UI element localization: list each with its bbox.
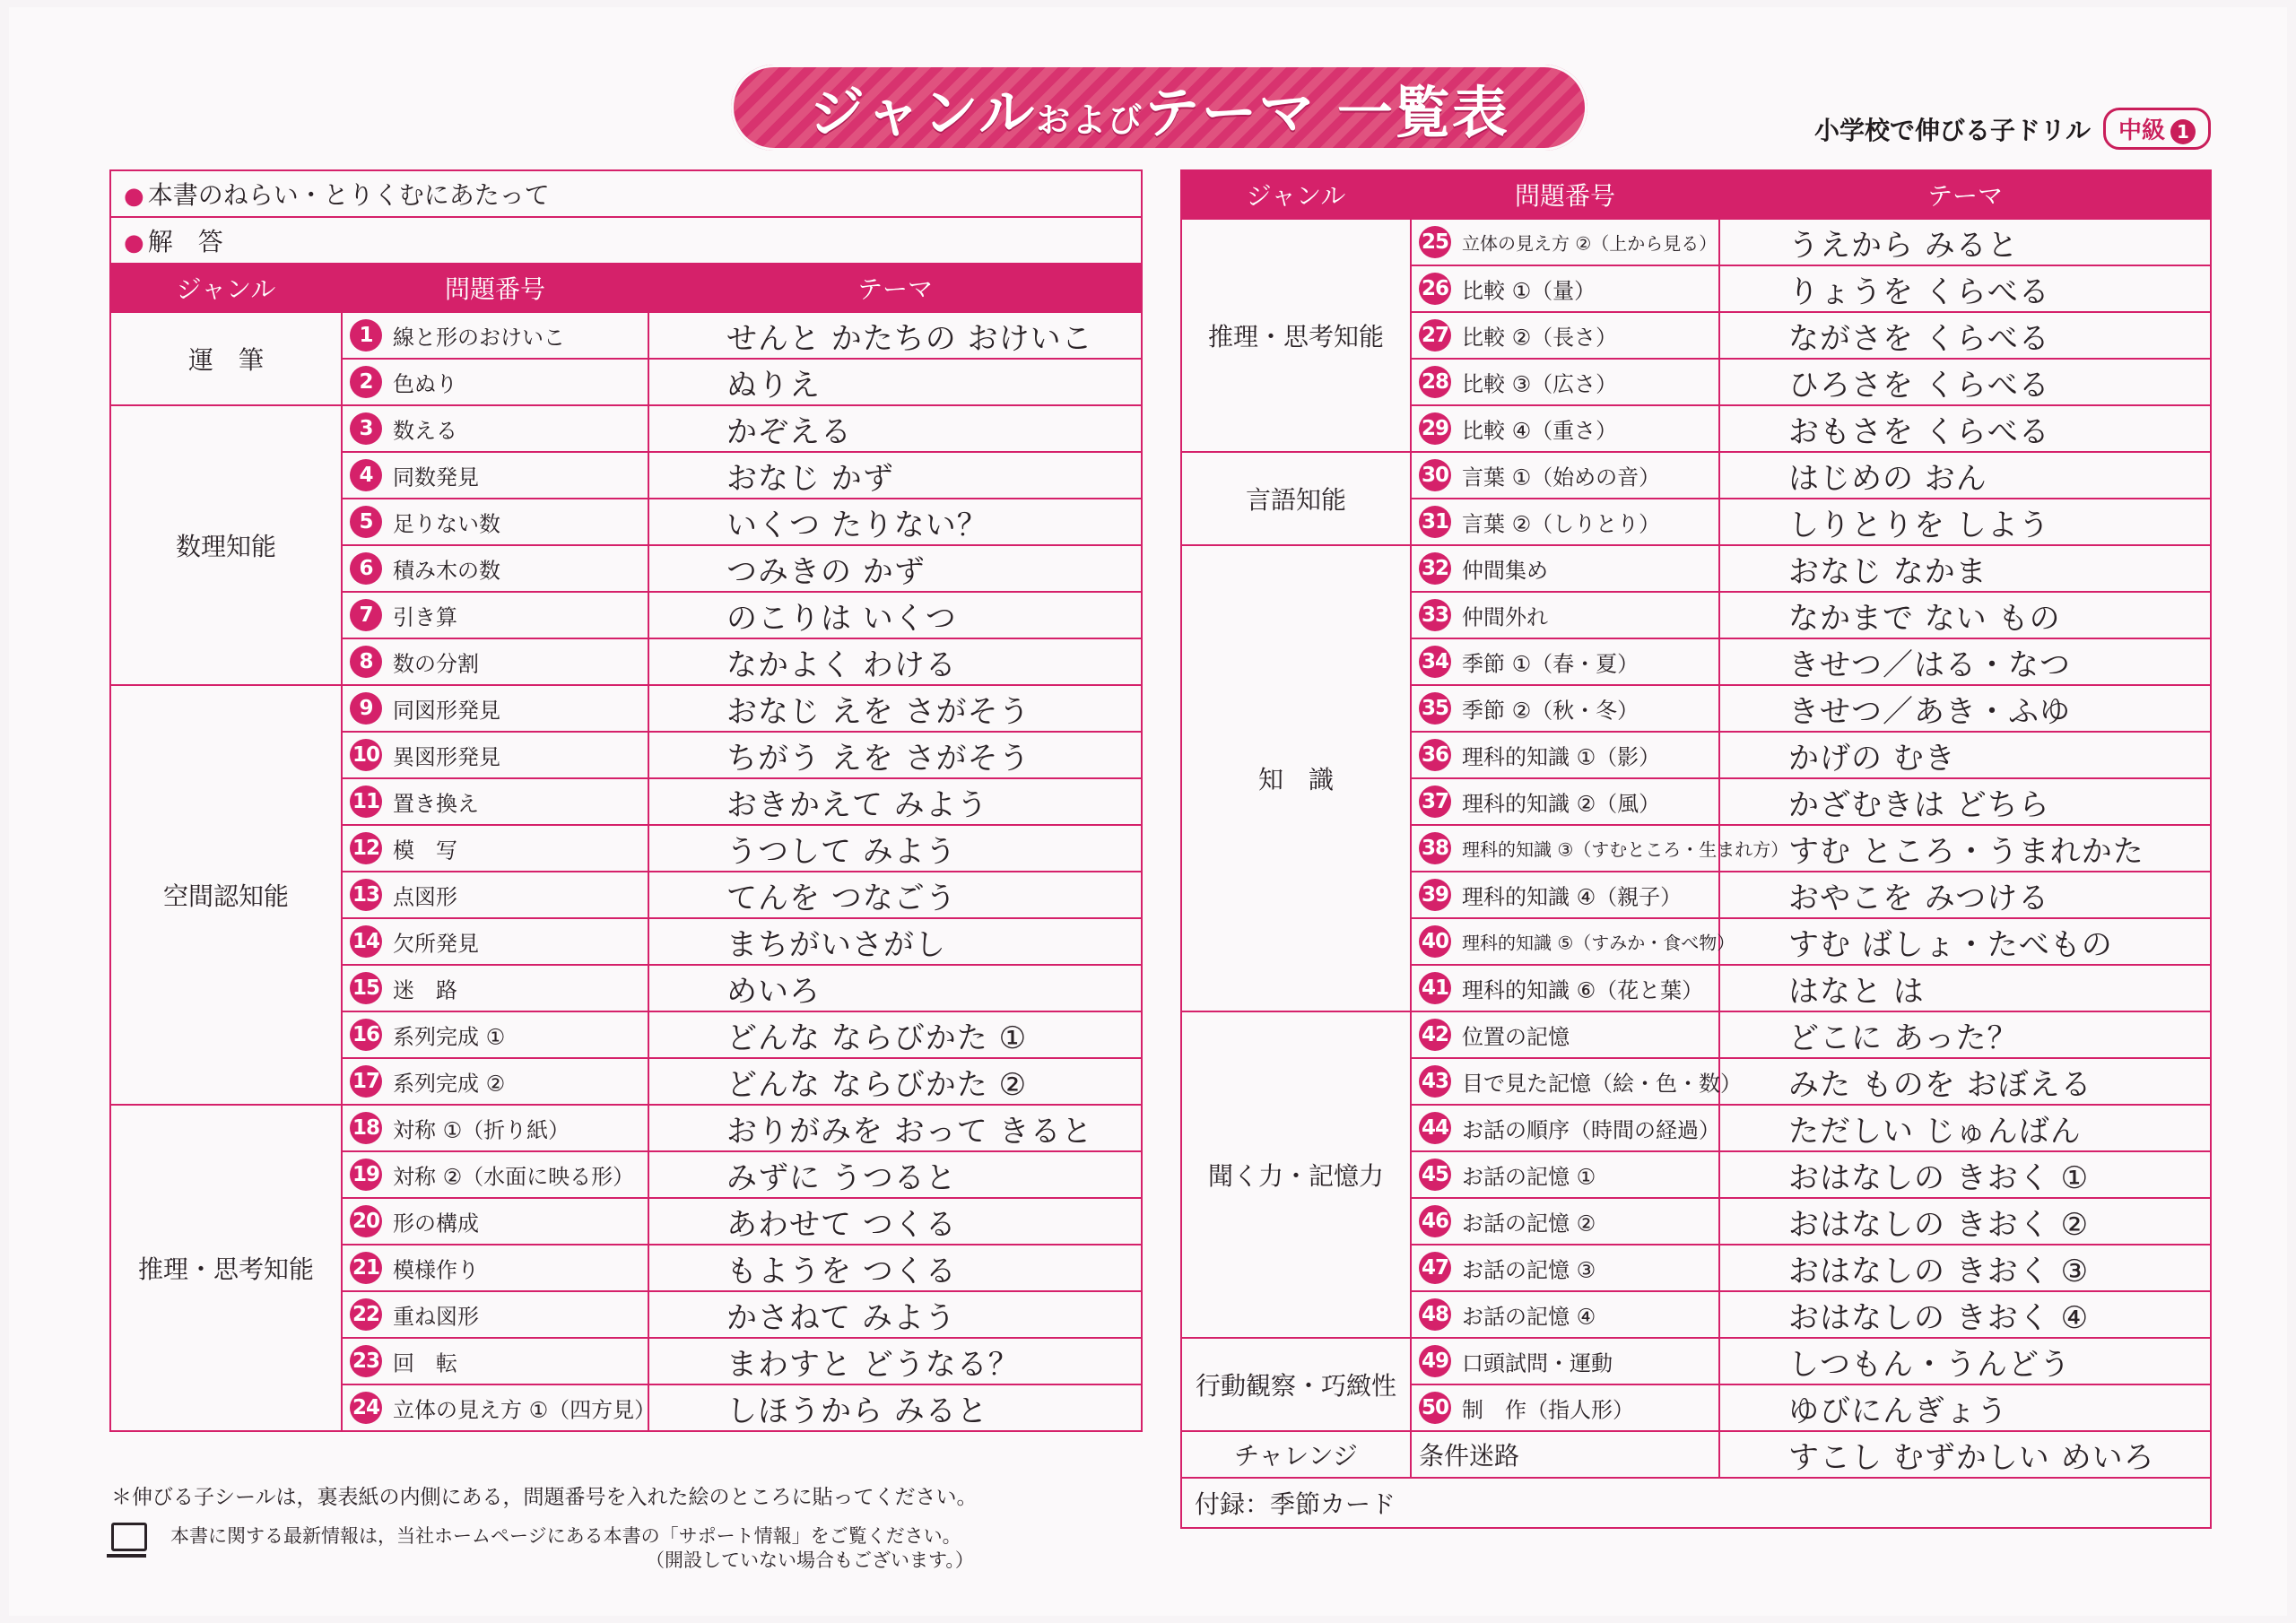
problem-label: 模 写 (393, 838, 457, 864)
problem-label: 対称 ①（折り紙） (393, 1117, 570, 1143)
problem-label: 線と形のおけいこ (393, 325, 565, 351)
problem-label: 口頭試問・運動 (1462, 1350, 1613, 1376)
number-badge: 18 (350, 1112, 382, 1144)
problem-number-cell (342, 1384, 657, 1431)
theme-cell: うつして みよう (648, 825, 1142, 872)
problem-number-cell (1411, 452, 1719, 499)
problem-label: 制 作（指人形） (1462, 1397, 1634, 1423)
number-badge: 44 (1419, 1112, 1451, 1144)
info-row-aims[interactable]: ● 本書のねらい・とりくむにあたって (110, 170, 1142, 217)
info-aims-text: 本書のねらい・とりくむにあたって (147, 180, 550, 210)
problem-label: 欠所発見 (393, 931, 479, 957)
problem-label: 立体の見え方 ①（四方見） (393, 1397, 657, 1423)
number-badge: 27 (1419, 319, 1451, 352)
title-banner (731, 65, 1587, 151)
genre-cell: 言語知能 (1181, 452, 1411, 545)
problem-label: 理科的知識 ③（すむところ・生まれ方） (1462, 838, 1789, 861)
theme-cell: きせつ／はる・なつ (1719, 638, 2211, 685)
theme-cell: おはなしの きおく ② (1719, 1198, 2211, 1245)
problem-label: 位置の記憶 (1462, 1024, 1570, 1050)
challenge-label: 条件迷路 (1411, 1431, 1719, 1478)
theme-cell: ながさを くらべる (1719, 312, 2211, 359)
problem-label: お話の順序（時間の経過） (1462, 1117, 1720, 1143)
problem-label: 色ぬり (393, 371, 457, 397)
problem-label: お話の記憶 ② (1462, 1211, 1596, 1237)
problem-label: 比較 ④（重さ） (1462, 418, 1618, 444)
problem-number-cell (1411, 1245, 1719, 1291)
theme-cell: おはなしの きおく ① (1719, 1151, 2211, 1198)
problem-number-cell (1411, 1384, 1719, 1431)
number-badge: 17 (350, 1065, 382, 1098)
theme-cell: なかまで ない もの (1719, 592, 2211, 638)
series-name: 小学校で伸びる子ドリル (1813, 115, 2091, 145)
number-badge: 43 (1419, 1065, 1451, 1098)
col-header-genre-right: ジャンル (1181, 170, 1411, 219)
problem-label: お話の記憶 ④ (1462, 1304, 1596, 1330)
problem-label: 比較 ②（長さ） (1462, 325, 1618, 351)
col-header-genre: ジャンル (110, 264, 342, 312)
problem-number-cell (342, 405, 648, 452)
problem-label: 理科的知識 ⑤（すみか・食べ物） (1462, 932, 1735, 954)
theme-cell: しりとりを しよう (1719, 499, 2211, 545)
number-badge: 19 (350, 1159, 382, 1191)
number-badge: 49 (1419, 1345, 1451, 1377)
theme-cell: きせつ／あき・ふゆ (1719, 685, 2211, 732)
theme-cell: どんな ならびかた ② (648, 1058, 1142, 1105)
problem-label: 点図形 (393, 884, 457, 910)
problem-label: 置き換え (393, 791, 479, 817)
challenge-row[interactable] (1181, 1431, 2211, 1478)
table-row[interactable] (1181, 452, 2211, 499)
number-badge: 9 (350, 692, 382, 725)
grade-number: 1 (2170, 119, 2196, 144)
theme-cell: かげの むき (1719, 732, 2211, 778)
problem-label: 数の分割 (393, 651, 479, 677)
theme-cell: ゆびにんぎょう (1719, 1384, 2211, 1431)
problem-label: 足りない数 (393, 511, 500, 537)
number-badge: 46 (1419, 1205, 1451, 1237)
problem-number-cell (342, 1058, 648, 1105)
theme-cell: のこりは いくつ (648, 592, 1142, 638)
problem-label: 模様作り (393, 1257, 479, 1283)
number-badge: 5 (350, 506, 382, 538)
problem-number-cell (342, 732, 648, 778)
number-badge: 50 (1419, 1392, 1451, 1424)
number-badge: 1 (350, 319, 382, 352)
problem-number-cell (342, 965, 648, 1011)
problem-number-cell (342, 499, 648, 545)
theme-cell: ひろさを くらべる (1719, 359, 2211, 405)
page-title (809, 68, 1509, 148)
problem-number-cell (1411, 685, 1719, 732)
theme-cell: おきかえて みよう (648, 778, 1142, 825)
theme-cell: ただしい じゅんばん (1719, 1105, 2211, 1151)
theme-cell: せんと かたちの おけいこ (648, 312, 1142, 359)
theme-cell: おりがみを おって きると (648, 1105, 1142, 1151)
number-badge: 22 (350, 1298, 382, 1331)
problem-label: 言葉 ②（しりとり） (1462, 511, 1661, 537)
problem-label: 季節 ②（秋・冬） (1462, 698, 1639, 724)
problem-label: 仲間集め (1462, 558, 1548, 584)
problem-label: 引き算 (393, 604, 457, 630)
problem-label: 比較 ①（量） (1462, 278, 1596, 304)
problem-label: 仲間外れ (1462, 604, 1548, 630)
problem-number-cell (1411, 825, 1789, 872)
problem-number-cell (342, 359, 648, 405)
number-badge: 36 (1419, 739, 1451, 771)
problem-label: 比較 ③（広さ） (1462, 371, 1618, 397)
theme-cell: まちがいさがし (648, 918, 1142, 965)
problem-label: 目で見た記憶（絵・色・数） (1462, 1071, 1742, 1097)
problem-number-cell (1411, 219, 1719, 265)
number-badge: 42 (1419, 1019, 1451, 1051)
problem-number-cell (1411, 405, 1719, 452)
number-badge: 11 (350, 785, 382, 818)
col-header-number: 問題番号 (342, 264, 648, 312)
genre-cell: 知 識 (1181, 545, 1411, 1011)
number-badge: 26 (1419, 273, 1451, 305)
number-badge: 25 (1419, 226, 1451, 258)
challenge-genre: チャレンジ (1181, 1431, 1411, 1478)
theme-cell: おなじ なかま (1719, 545, 2211, 592)
problem-label: 積み木の数 (393, 558, 500, 584)
theme-cell: おはなしの きおく ④ (1719, 1291, 2211, 1338)
number-badge: 37 (1419, 785, 1451, 818)
number-badge: 13 (350, 879, 382, 911)
problem-label: 対称 ②（水面に映る形） (393, 1164, 635, 1190)
problem-number-cell (1411, 499, 1719, 545)
problem-number-cell (1411, 545, 1719, 592)
theme-cell: あわせて つくる (648, 1198, 1142, 1245)
table-row[interactable] (1181, 545, 2211, 592)
left-theme-table (109, 169, 1143, 1432)
table-row[interactable] (1181, 219, 2211, 265)
theme-cell: ぬりえ (648, 359, 1142, 405)
theme-cell: うえから みると (1719, 219, 2211, 265)
problem-number-cell (342, 1338, 648, 1384)
theme-cell: はじめの おん (1719, 452, 2211, 499)
number-badge: 2 (350, 366, 382, 398)
number-badge: 12 (350, 832, 382, 864)
title-rest: テーマ 一覧表 (1144, 79, 1509, 145)
challenge-theme: すこし むずかしい めいろ (1719, 1431, 2211, 1478)
theme-cell: みた ものを おぼえる (1719, 1058, 2211, 1105)
problem-number-cell (342, 592, 648, 638)
theme-cell: めいろ (648, 965, 1142, 1011)
info-answers-text: 解 答 (147, 227, 223, 256)
problem-number-cell (1411, 1058, 1742, 1105)
theme-cell: すむ ところ・うまれかた (1719, 825, 2211, 872)
problem-number-cell (1411, 638, 1719, 685)
problem-label: 理科的知識 ②（風） (1462, 791, 1661, 817)
title-small: および (1036, 100, 1144, 140)
genre-cell: 運 筆 (110, 312, 342, 405)
problem-number-cell (1411, 965, 1719, 1011)
genre-cell: 推理・思考知能 (110, 1105, 342, 1431)
table-row[interactable] (110, 312, 1142, 359)
problem-number-cell (342, 1198, 648, 1245)
problem-number-cell (342, 1105, 648, 1151)
number-badge: 10 (350, 739, 382, 771)
problem-number-cell (1411, 1291, 1719, 1338)
theme-cell: ちがう えを さがそう (648, 732, 1142, 778)
table-row[interactable] (110, 1105, 1142, 1151)
number-badge: 38 (1419, 832, 1451, 864)
number-badge: 35 (1419, 692, 1451, 725)
problem-number-cell (1411, 918, 1735, 965)
col-header-theme: テーマ (648, 264, 1142, 312)
problem-number-cell (342, 1011, 648, 1058)
number-badge: 40 (1419, 925, 1451, 958)
problem-label: 重ね図形 (393, 1304, 479, 1330)
info-row-answers[interactable]: ● 解 答 (110, 217, 1142, 264)
problem-number-cell (342, 1245, 648, 1291)
problem-number-cell (1411, 592, 1719, 638)
theme-cell: しほうから みると (648, 1384, 1142, 1431)
problem-number-cell (342, 918, 648, 965)
right-theme-table (1180, 169, 2212, 1529)
number-badge: 6 (350, 552, 382, 585)
appendix-row: 付録：季節カード (1181, 1478, 2211, 1528)
theme-cell: りょうを くらべる (1719, 265, 2211, 312)
theme-cell: いくつ たりない？ (648, 499, 1142, 545)
number-badge: 16 (350, 1019, 382, 1051)
number-badge: 48 (1419, 1298, 1451, 1331)
problem-label: 数える (393, 418, 457, 444)
problem-number-cell (342, 778, 648, 825)
number-badge: 30 (1419, 459, 1451, 491)
problem-label: 理科的知識 ④（親子） (1462, 884, 1683, 910)
table-row[interactable] (1181, 1011, 2211, 1058)
problem-number-cell (342, 825, 648, 872)
problem-label: 理科的知識 ⑥（花と葉） (1462, 977, 1704, 1003)
grade-text: 中級 (2118, 117, 2165, 144)
number-badge: 47 (1419, 1252, 1451, 1284)
number-badge: 4 (350, 459, 382, 491)
theme-cell: おもさを くらべる (1719, 405, 2211, 452)
theme-cell: おなじ えを さがそう (648, 685, 1142, 732)
problem-number-cell (1411, 312, 1719, 359)
number-badge: 32 (1419, 552, 1451, 585)
problem-number-cell (1411, 1011, 1719, 1058)
genre-cell: 数理知能 (110, 405, 342, 685)
number-badge: 3 (350, 412, 382, 445)
problem-number-cell (342, 685, 648, 732)
theme-cell: おはなしの きおく ③ (1719, 1245, 2211, 1291)
problem-label: 系列完成 ② (393, 1071, 506, 1097)
table-row[interactable] (110, 405, 1142, 452)
number-badge: 20 (350, 1205, 382, 1237)
genre-cell: 行動観察・巧緻性 (1181, 1338, 1411, 1431)
theme-cell: おやこを みつける (1719, 872, 2211, 918)
number-badge: 21 (350, 1252, 382, 1284)
problem-number-cell (1411, 778, 1719, 825)
problem-label: 季節 ①（春・夏） (1462, 651, 1639, 677)
theme-cell: すむ ばしょ・たべもの (1719, 918, 2211, 965)
problem-label: 異図形発見 (393, 744, 500, 770)
number-badge: 29 (1419, 412, 1451, 445)
number-badge: 41 (1419, 972, 1451, 1004)
problem-number-cell (342, 452, 648, 499)
number-badge: 31 (1419, 506, 1451, 538)
genre-cell: 推理・思考知能 (1181, 219, 1411, 452)
problem-label: 同数発見 (393, 464, 479, 490)
theme-cell: もようを つくる (648, 1245, 1142, 1291)
number-badge: 15 (350, 972, 382, 1004)
table-row[interactable] (1181, 1338, 2211, 1384)
problem-label: 迷 路 (393, 977, 457, 1003)
problem-number-cell (1411, 1338, 1719, 1384)
theme-cell: かぞえる (648, 405, 1142, 452)
col-header-number-right: 問題番号 (1411, 170, 1719, 219)
theme-cell: どんな ならびかた ① (648, 1011, 1142, 1058)
theme-cell: てんを つなごう (648, 872, 1142, 918)
theme-cell: まわすと どうなる？ (648, 1338, 1142, 1384)
sticker-note: ＊伸びる子シールは，裏表紙の内側にある，問題番号を入れた絵のところに貼ってください。 (111, 1486, 978, 1509)
computer-icon (111, 1523, 147, 1551)
problem-number-cell (342, 545, 648, 592)
problem-number-cell (1411, 359, 1719, 405)
problem-number-cell (342, 1291, 648, 1338)
table-row[interactable] (110, 685, 1142, 732)
theme-cell: おなじ かず (648, 452, 1142, 499)
support-subnote: （開設していない場合もございます。） (646, 1549, 974, 1571)
problem-label: お話の記憶 ③ (1462, 1257, 1596, 1283)
problem-number-cell (1411, 265, 1719, 312)
number-badge: 45 (1419, 1159, 1451, 1191)
number-badge: 24 (350, 1392, 382, 1424)
theme-cell: かさねて みよう (648, 1291, 1142, 1338)
number-badge: 28 (1419, 366, 1451, 398)
col-header-theme-right: テーマ (1719, 170, 2211, 219)
genre-cell: 空間認知能 (110, 685, 342, 1105)
theme-cell: つみきの かず (648, 545, 1142, 592)
problem-label: 立体の見え方 ②（上から見る） (1462, 232, 1718, 255)
problem-number-cell (1411, 872, 1719, 918)
support-note-text: 本書に関する最新情報は，当社ホームページにある本書の「サポート情報」をご覧ください。 (170, 1525, 961, 1547)
number-badge: 34 (1419, 646, 1451, 678)
problem-number-cell (342, 638, 648, 685)
number-badge: 39 (1419, 879, 1451, 911)
theme-cell: しつもん・うんどう (1719, 1338, 2211, 1384)
problem-number-cell (342, 1151, 648, 1198)
number-badge: 7 (350, 599, 382, 631)
series-label (1814, 108, 2211, 150)
problem-number-cell (1411, 1105, 1719, 1151)
problem-label: 理科的知識 ①（影） (1462, 744, 1661, 770)
problem-label: お話の記憶 ① (1462, 1164, 1596, 1190)
problem-label: 言葉 ①（始めの音） (1462, 464, 1661, 490)
problem-number-cell (342, 872, 648, 918)
number-badge: 23 (350, 1345, 382, 1377)
genre-cell: 聞く力・記憶力 (1181, 1011, 1411, 1338)
problem-number-cell (1411, 1151, 1719, 1198)
problem-label: 系列完成 ① (393, 1024, 506, 1050)
number-badge: 14 (350, 925, 382, 958)
theme-cell: かざむきは どちら (1719, 778, 2211, 825)
theme-cell: みずに うつると (648, 1151, 1142, 1198)
problem-label: 形の構成 (393, 1211, 479, 1237)
number-badge: 33 (1419, 599, 1451, 631)
theme-cell: なかよく わける (648, 638, 1142, 685)
problem-number-cell (1411, 732, 1719, 778)
problem-number-cell (1411, 1198, 1719, 1245)
problem-label: 回 転 (393, 1350, 457, 1376)
theme-cell: どこに あった？ (1719, 1011, 2211, 1058)
number-badge: 8 (350, 646, 382, 678)
problem-number-cell (342, 312, 648, 359)
theme-cell: はなと は (1719, 965, 2211, 1011)
title-main: ジャンル (809, 79, 1037, 145)
problem-label: 同図形発見 (393, 698, 500, 724)
grade-badge (2103, 108, 2211, 150)
